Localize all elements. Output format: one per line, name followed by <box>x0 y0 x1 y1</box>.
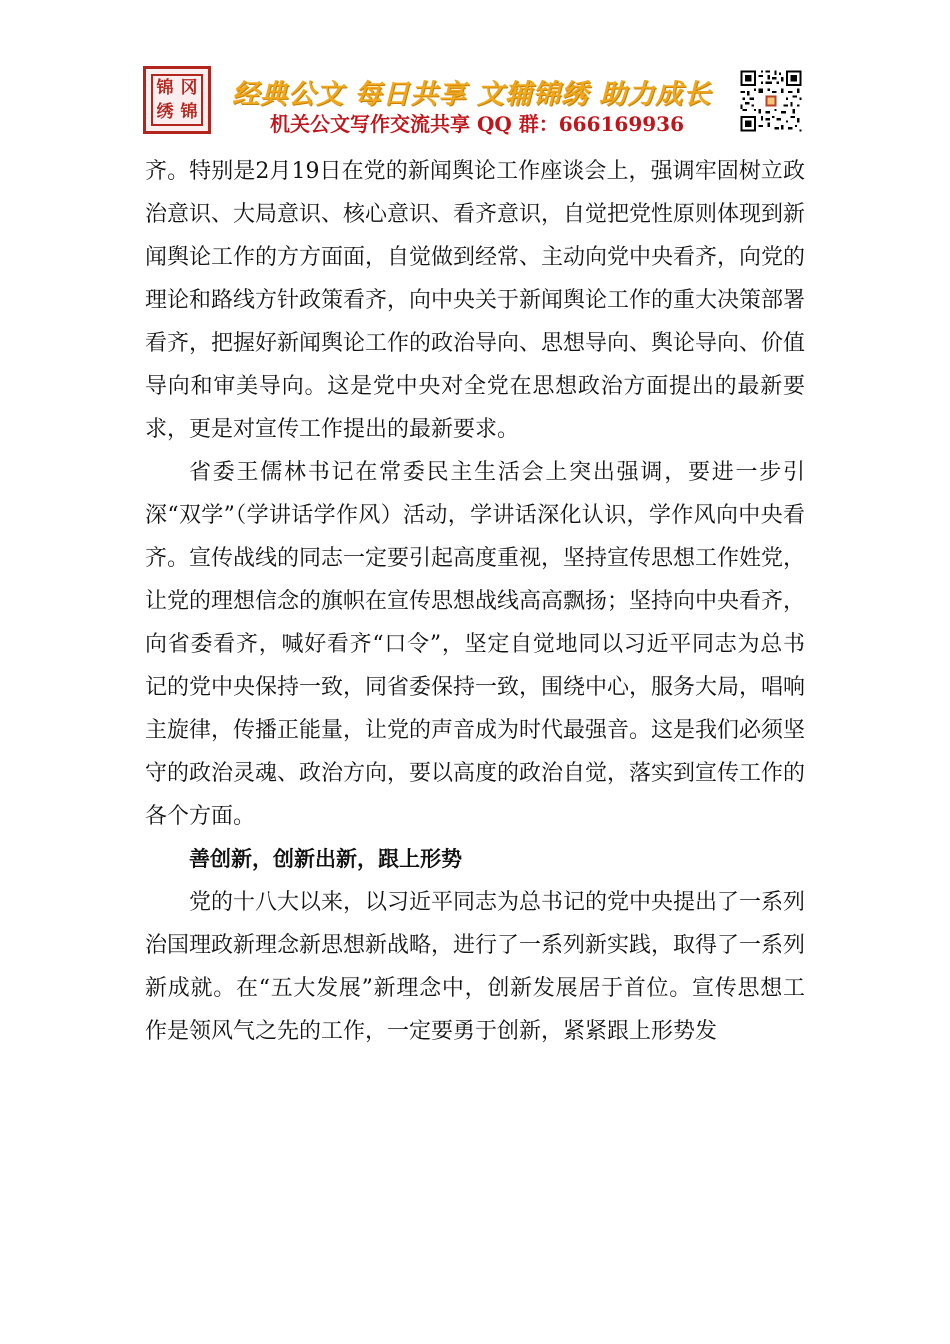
logo-char: 锦 <box>156 77 174 98</box>
logo-char: 绣 <box>156 101 174 122</box>
logo-char: 锦 <box>180 101 198 122</box>
logo-seal <box>143 66 211 134</box>
paragraph: 党的十八大以来，以习近平同志为总书记的党中央提出了一系列治国理政新理念新思想新战略，进行了一系列新实践，取得了一系列新成就。在“五大发展”新理念中，创新发展居于首位。宣传思想工作是领风气之先的工作，一定要勇于创新，紧紧跟上形势发 <box>145 890 806 1044</box>
page-header <box>0 0 950 145</box>
paragraph: 省委王儒林书记在常委民主生活会上突出强调，要进一步引深“双学”（学讲话学作风）活动，学讲话深化认识，学作风向中央看齐。宣传战线的同志一定要引起高度重视，坚持宣传思想工作姓党，让党的理想信念的旗帜在宣传思想战线高高飘扬；坚持向中央看齐，向省委看齐，喊好看齐“口令”，坚定自觉地同以习近平同志为总书记的党中央保持一致，同省委保持一致，围绕中心，服务大局，唱响主旋律，传播正能量，让党的声音成为时代最强音。这是我们必须坚守的政治灵魂、政治方向，要以高度的政治自觉，落实到宣传工作的各个方面。 <box>145 460 806 829</box>
paragraph-continuation: 齐。特别是2月19日在党的新闻舆论工作座谈会上，强调牢固树立政治意识、大局意识、核心意识、看齐意识，自觉把党性原则体现到新闻舆论工作的方方面面，自觉做到经常、主动向党中央看齐，向党的理论和路线方针政策看齐，向中央关于新闻舆论工作的重大决策部署看齐，把握好新闻舆论工作的政治导向、思想导向、舆论导向、价值导向和审美导向。这是党中央对全党在思想政治方面提出的最新要求，更是对宣传工作提出的最新要求。 <box>145 159 806 442</box>
header-slogan: 经典公文 每日共享 文辅锦绣 助力成长 <box>232 79 712 110</box>
qr-code-icon[interactable] <box>738 68 804 134</box>
document-body <box>145 150 805 1053</box>
header-qq-group: 机关公文写作交流共享 QQ 群：666169936 <box>270 112 685 136</box>
logo-char: 冈 <box>180 77 198 98</box>
section-heading: 善创新，创新出新，跟上形势 <box>189 847 462 871</box>
logo-seal-inner <box>151 74 203 126</box>
